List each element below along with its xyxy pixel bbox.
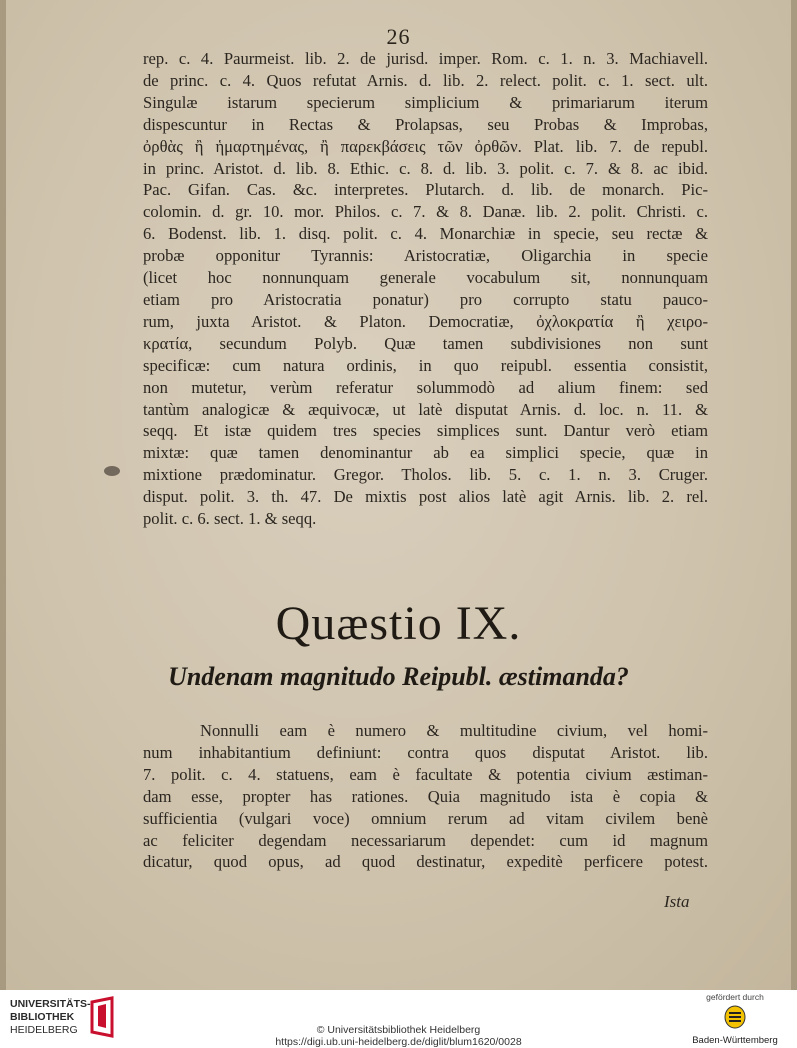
text-line: de princ. c. 4. Quos refutat Arnis. d. lib. 2. relect. polit. c. 1. sect. ult. (143, 70, 708, 90)
paragraph-2 (143, 720, 708, 873)
catchword: Ista (664, 892, 690, 911)
text-line: ac feliciter degendam necessariarum dependet: cum id magnum (143, 830, 708, 850)
text-line: specificæ: cum natura ordinis, in quo reipubl. essentia consistit, (143, 355, 708, 375)
text-line: num inhabitantium definiunt: contra quos disputat Aristot. lib. (143, 742, 708, 762)
text-line: rep. c. 4. Paurmeist. lib. 2. de jurisd. imper. Rom. c. 1. n. 3. Machiavell. (143, 49, 708, 68)
text-line: dam esse, propter has rationes. Quia magnitudo ista è copia & (143, 786, 708, 806)
coat-of-arms-icon (718, 1004, 752, 1030)
text-line: etiam pro Aristocratia ponatur) pro corrupto statu pauco- (143, 289, 708, 309)
text-line: in princ. Aristot. d. lib. 8. Ethic. c. 8. d. lib. 3. polit. c. 7. & 8. ac ibid. (143, 158, 708, 178)
text-line: tantùm analogicæ & æquivocæ, ut latè disputat Arnis. d. loc. n. 11. & (143, 399, 708, 419)
text-line: rum, juxta Aristot. & Platon. Democratiæ, ὀχλοκρατία ἢ χειρο- (143, 311, 708, 331)
text-line: probæ opponitur Tyrannis: Aristocratiæ, Oligarchia in specie (143, 246, 708, 266)
question-heading: Quæstio IX. (275, 597, 522, 650)
paragraph-1 (143, 48, 708, 530)
copyright-text: © Universitätsbibliothek Heidelberg (316, 1024, 481, 1036)
text-line: 6. Bodenst. lib. 1. disq. polit. c. 4. Monarchiæ in specie, seu rectæ & (143, 224, 708, 244)
ink-smudge (104, 466, 120, 476)
text-line: colomin. d. gr. 10. mor. Philos. c. 7. & 8. Danæ. lib. 2. polit. Christi. c. (143, 202, 708, 222)
text-line: Pac. Gifan. Cas. &c. interpretes. Plutarch. d. lib. de monarch. Pic- (143, 180, 708, 200)
funder-logo[interactable] (685, 992, 785, 1046)
library-name: UNIVERSITÄTS- BIBLIOTHEK HEIDELBERG (10, 998, 91, 1036)
text-line: κρατία, secundum Polyb. Quæ tamen subdivisiones non sunt (143, 333, 708, 353)
text-line: dispescuntur in Rectas & Prolapsas, seu Probas & Improbas, (143, 114, 708, 134)
text-line: seqq. Et istæ quidem tres species simplices sunt. Dantur verò etiam (143, 421, 708, 441)
question-subheading: Undenam magnitudo Reipubl. æstimanda? (168, 662, 629, 691)
page-edge-right (791, 0, 797, 990)
page-edge-left (0, 0, 6, 990)
funder-name: Baden-Württemberg (692, 1035, 778, 1046)
text-line: dicatur, quod opus, ad quod destinatur, expeditè perficere potest. (143, 852, 708, 872)
text-line: disput. polit. 3. th. 47. De mixtis post alios latè agit Arnis. lib. 2. rel. (143, 487, 708, 507)
page-number: 26 (386, 24, 411, 49)
text-line: 7. polit. c. 4. statuens, eam è facultate & potentia civium æstiman- (143, 764, 708, 784)
footer (0, 990, 797, 1046)
text-line: polit. c. 6. sect. 1. & seqq. (143, 509, 317, 529)
permalink[interactable]: https://digi.ub.uni-heidelberg.de/diglit/blum1620/0028 (275, 1036, 522, 1048)
text-line: ὀρθὰς ἢ ἡμαρτημένας, ἢ παρεκβάσεις τῶν ὀρθῶν. Plat. lib. 7. de republ. (143, 136, 708, 156)
text-line: sufficientia (vulgari voce) omnium rerum ad vitam civilem benè (143, 808, 708, 828)
text-line: non mutetur, verùm referatur solummodò ad alium finem: sed (143, 377, 708, 397)
copyright-block (0, 1024, 797, 1048)
text-line: mixtione prædominatur. Gregor. Tholos. lib. 5. c. 1. n. 3. Cruger. (143, 465, 708, 485)
funded-by-label: gefördert durch (706, 992, 764, 1002)
text-line: mixtæ: quæ tamen denominantur ab ea simplici specie, quæ in (143, 443, 708, 463)
text-line: Singulæ istarum specierum simplicium & primariarum iterum (143, 92, 708, 112)
text-line: Nonnulli eam è numero & multitudine civium, vel homi- (200, 721, 708, 740)
text-line: (licet hoc nonnunquam generale vocabulum sit, nonnunquam (143, 268, 708, 288)
